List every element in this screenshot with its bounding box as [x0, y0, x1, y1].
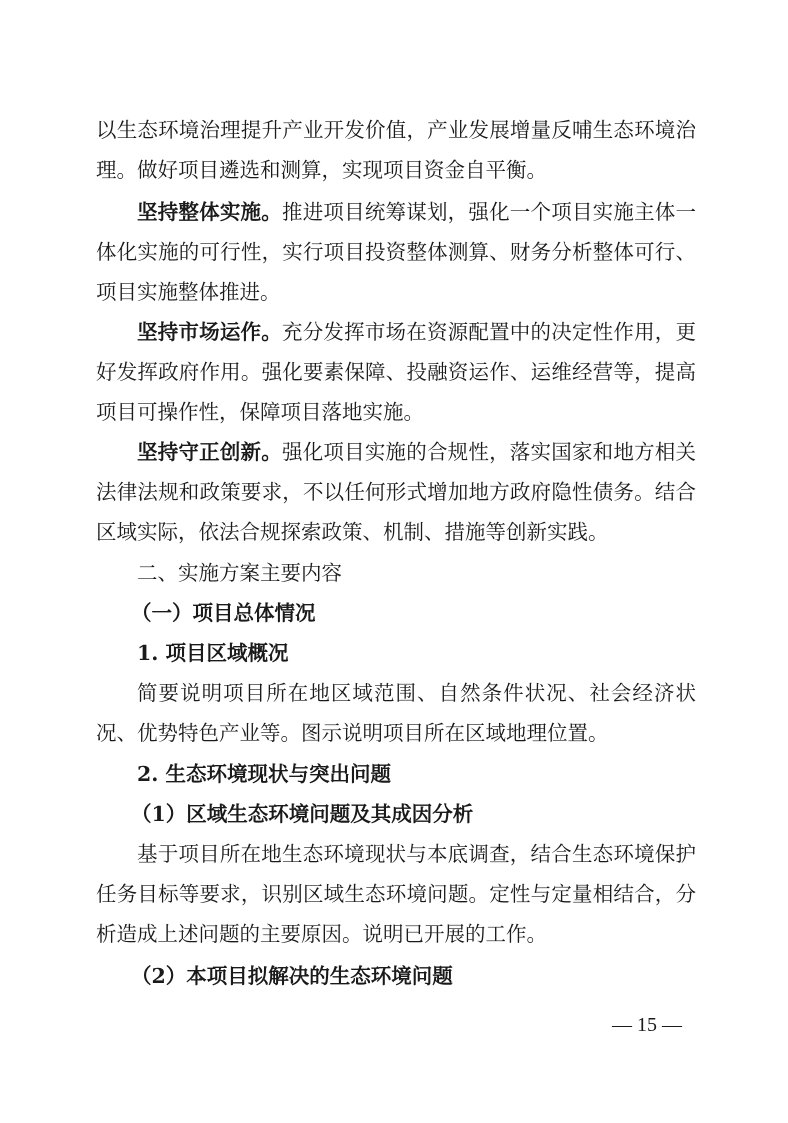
paragraph-line — [137, 312, 696, 352]
paragraph-line: 好发挥政府作用。强化要素保障、投融资运作、运维经营等，提高 — [96, 360, 696, 384]
paragraph-line: 法律法规和政策要求，不以任何形式增加地方政府隐性债务。结合 — [96, 480, 696, 504]
paragraph-lead: 坚持整体实施。 — [137, 200, 282, 224]
paragraph-line — [137, 432, 696, 472]
paragraph-line: 体化实施的可行性，实行项目投资整体测算、财务分析整体可行、 — [96, 240, 696, 264]
page-number: — 15 — — [612, 1014, 682, 1036]
paragraph-text: 充分发挥市场在资源配置中的决定性作用，更 — [281, 320, 697, 344]
subsection-heading: （一）项目总体情况 — [131, 601, 316, 625]
paragraph-lead: 坚持市场运作。 — [137, 320, 282, 344]
section-heading: 二、实施方案主要内容 — [137, 561, 342, 585]
paragraph-line: 况、优势特色产业等。图示说明项目所在区域地理位置。 — [96, 721, 609, 745]
paragraph-text: 强化项目实施的合规性，落实国家和地方相关 — [281, 440, 697, 464]
paragraph-lead: 坚持守正创新。 — [137, 440, 282, 464]
paragraph-line: 项目可操作性，保障项目落地实施。 — [96, 400, 424, 424]
paragraph-line: 以生态环境治理提升产业开发价值，产业发展增量反哺生态环境治 — [96, 118, 696, 142]
paragraph-line: 理。做好项目遴选和测算，实现项目资金自平衡。 — [96, 158, 547, 182]
paragraph-line: 基于项目所在地生态环境现状与本底调查，结合生态环境保护 — [137, 842, 696, 866]
subitem-heading: （1）区域生态环境问题及其成因分析 — [131, 802, 474, 826]
paragraph-line — [137, 192, 696, 232]
subitem-heading: （2）本项目拟解决的生态环境问题 — [131, 964, 453, 988]
paragraph-line: 区域实际，依法合规探索政策、机制、措施等创新实践。 — [96, 520, 609, 544]
paragraph-line: 项目实施整体推进。 — [96, 280, 281, 304]
paragraph-text: 推进项目统筹谋划，强化一个项目实施主体一 — [281, 200, 697, 224]
item-heading: 1. 项目区域概况 — [137, 641, 289, 665]
paragraph-line: 析造成上述问题的主要原因。说明已开展的工作。 — [96, 922, 547, 946]
item-heading: 2. 生态环境现状与突出问题 — [137, 762, 392, 786]
paragraph-line: 简要说明项目所在地区域范围、自然条件状况、社会经济状 — [137, 681, 696, 705]
paragraph-line: 任务目标等要求，识别区域生态环境问题。定性与定量相结合，分 — [96, 882, 696, 906]
